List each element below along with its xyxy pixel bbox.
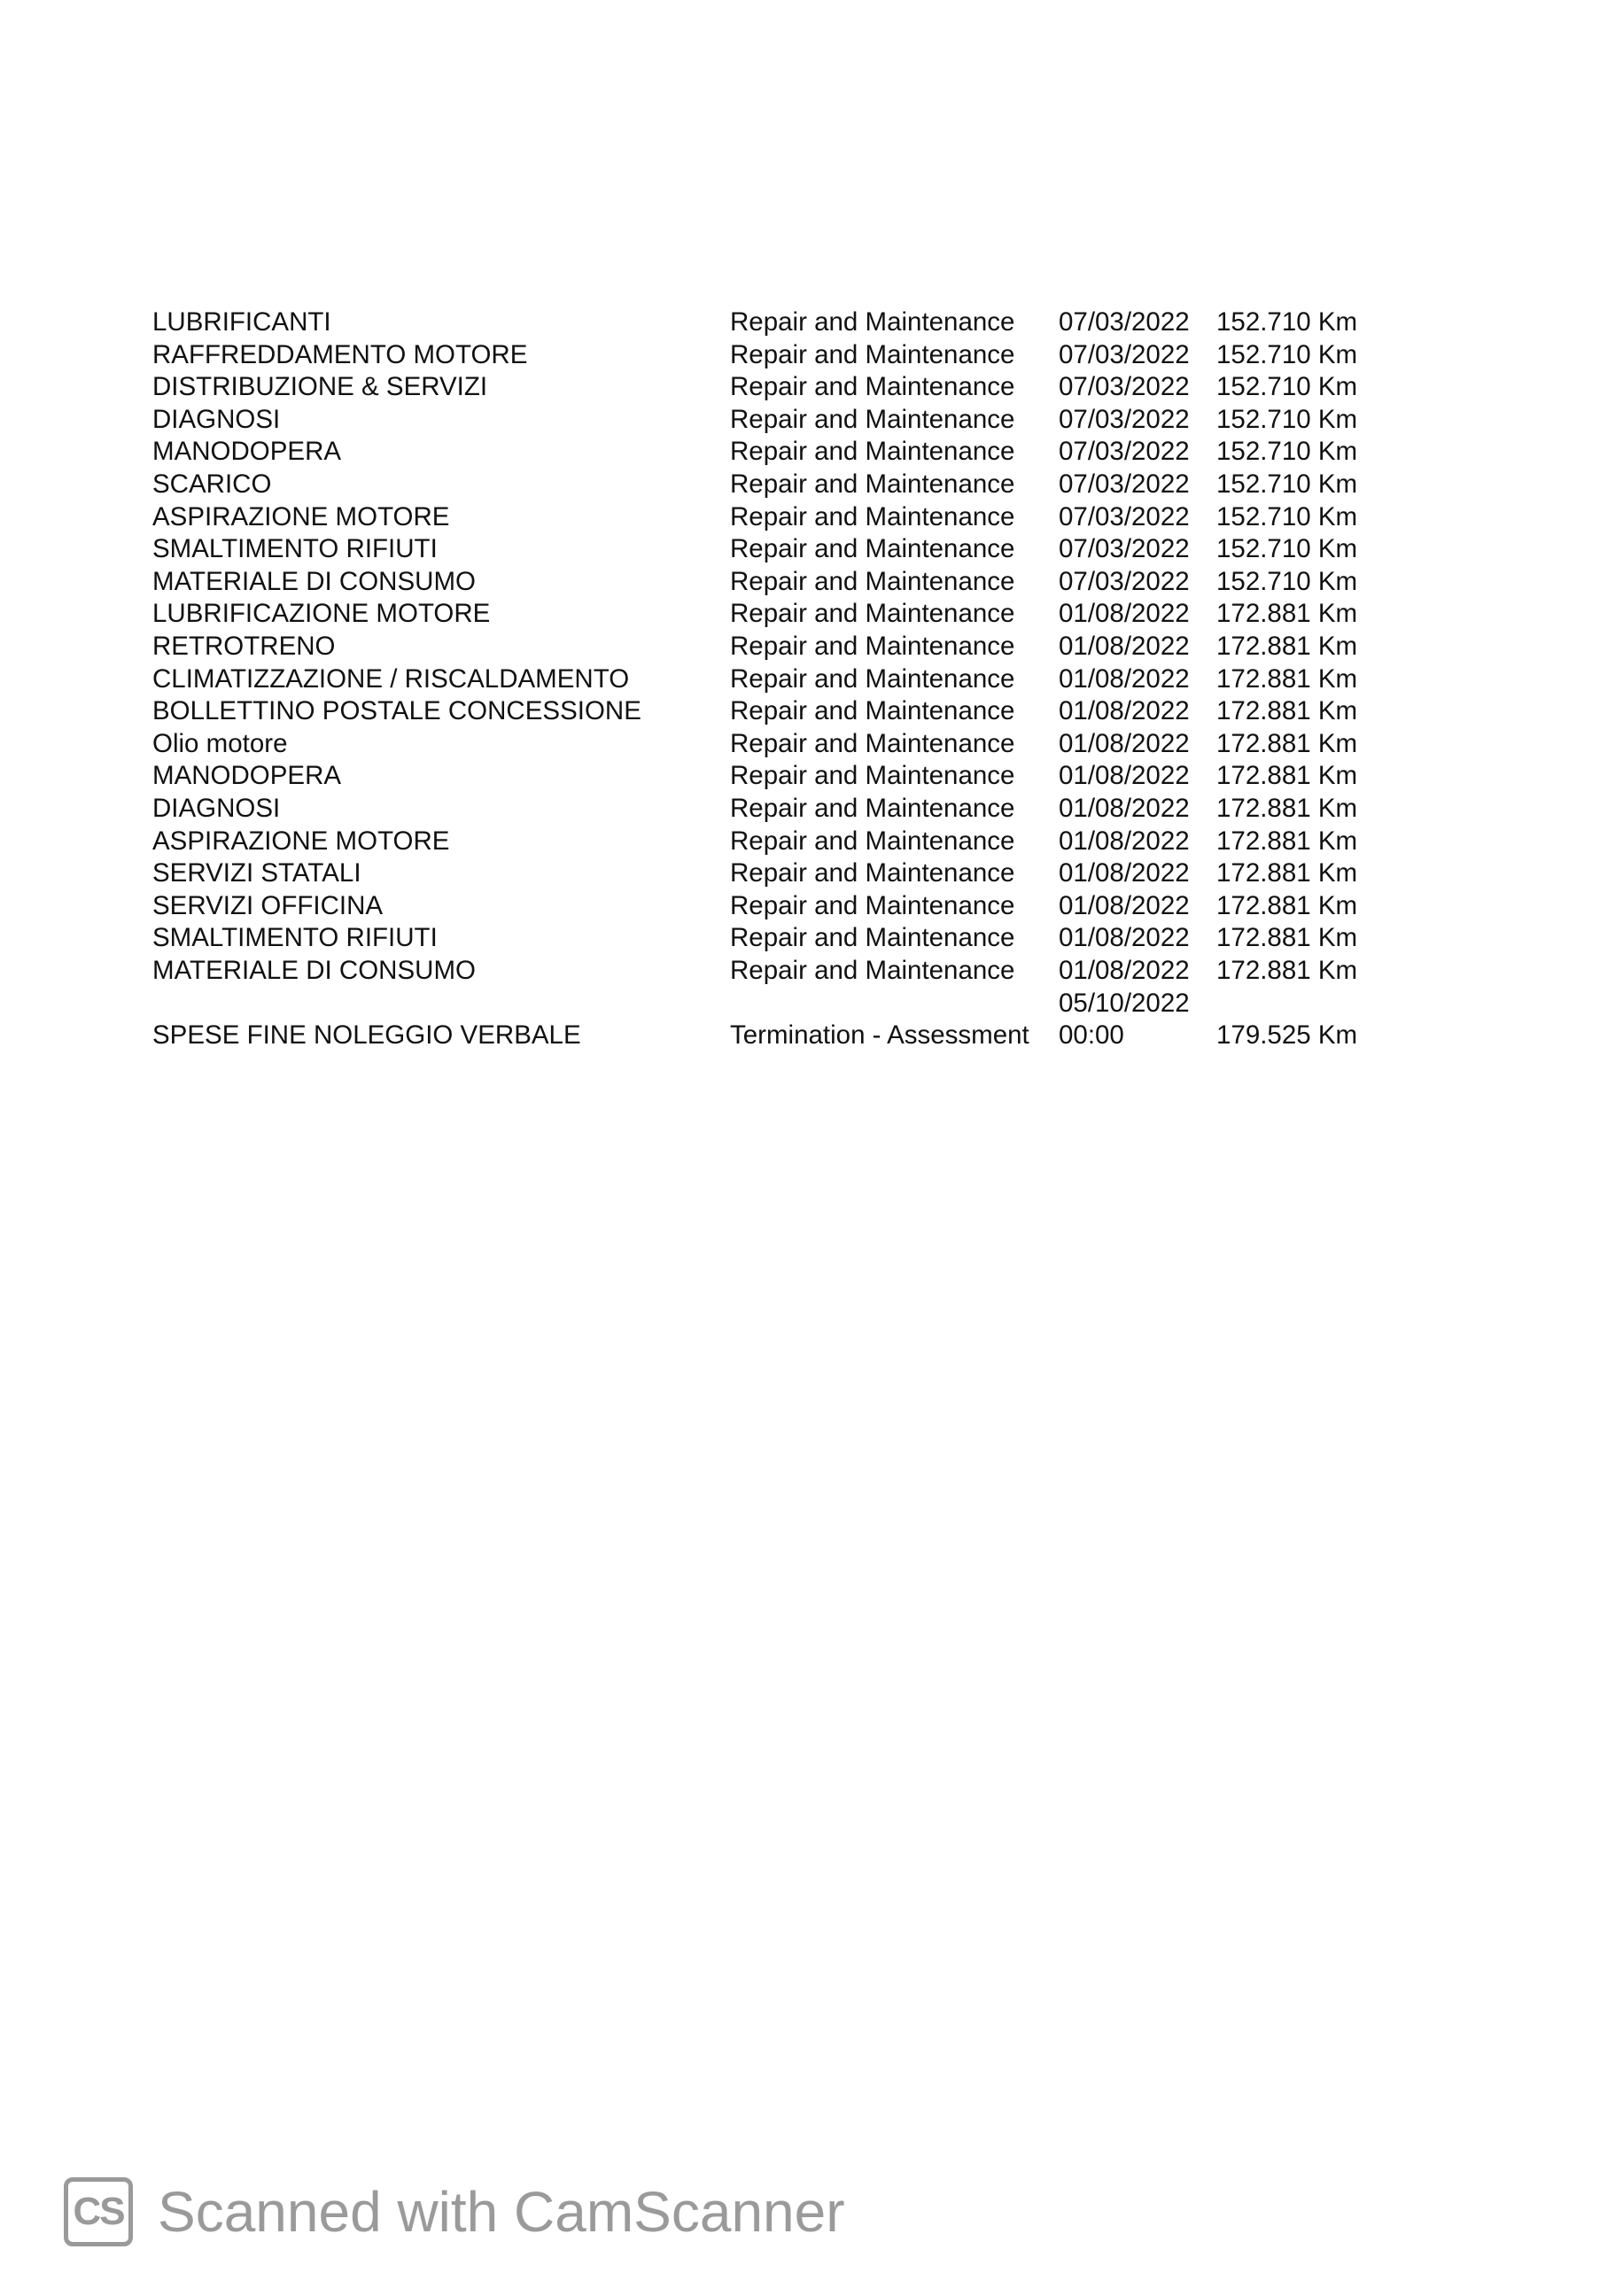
- table-row: [0, 793, 1623, 825]
- row-type: Repair and Maintenance: [730, 307, 1015, 337]
- row-date: 07/03/2022: [1059, 566, 1190, 596]
- row-km: 152.710 Km: [1216, 339, 1358, 369]
- watermark-text: Scanned with CamScanner: [158, 2180, 845, 2244]
- row-type: Repair and Maintenance: [730, 437, 1015, 467]
- row-description: MATERIALE DI CONSUMO: [152, 956, 476, 985]
- table-row: [0, 760, 1623, 792]
- row-type: Repair and Maintenance: [730, 632, 1015, 661]
- table-row-date-line: [0, 988, 1623, 1020]
- row-type: Repair and Maintenance: [730, 858, 1015, 888]
- table-row: [0, 404, 1623, 436]
- table-row: [0, 857, 1623, 889]
- row-description: LUBRIFICAZIONE MOTORE: [152, 599, 491, 629]
- row-km: 152.710 Km: [1216, 372, 1358, 402]
- table-row: [0, 663, 1623, 695]
- row-description: LUBRIFICANTI: [152, 307, 331, 337]
- row-type: Termination - Assessment: [730, 1020, 1029, 1051]
- table-row: [0, 501, 1623, 533]
- table-row: [0, 890, 1623, 922]
- table-row: [0, 533, 1623, 565]
- row-description: MANODOPERA: [152, 761, 342, 791]
- row-description: DISTRIBUZIONE & SERVIZI: [152, 372, 488, 402]
- row-date: 01/08/2022: [1059, 826, 1190, 856]
- row-type: Repair and Maintenance: [730, 728, 1015, 758]
- row-km: 172.881 Km: [1216, 632, 1358, 661]
- row-type: Repair and Maintenance: [730, 339, 1015, 369]
- row-type: Repair and Maintenance: [730, 566, 1015, 596]
- row-km: 172.881 Km: [1216, 663, 1358, 694]
- row-type: Repair and Maintenance: [730, 501, 1015, 531]
- row-description: SERVIZI STATALI: [152, 858, 361, 888]
- row-date: 01/08/2022: [1059, 696, 1190, 726]
- row-date: 07/03/2022: [1059, 437, 1190, 467]
- row-date: 01/08/2022: [1059, 890, 1190, 920]
- row-date: 01/08/2022: [1059, 923, 1190, 953]
- row-type: Repair and Maintenance: [730, 404, 1015, 434]
- table-row: [0, 436, 1623, 468]
- row-km: 172.881 Km: [1216, 923, 1358, 953]
- row-description: CLIMATIZZAZIONE / RISCALDAMENTO: [152, 663, 630, 694]
- row-type: Repair and Maintenance: [730, 761, 1015, 791]
- row-description: ASPIRAZIONE MOTORE: [152, 826, 450, 856]
- row-km: 179.525 Km: [1216, 1020, 1358, 1051]
- table-row: [0, 631, 1623, 663]
- row-date: 01/08/2022: [1059, 599, 1190, 629]
- row-date: 01/08/2022: [1059, 632, 1190, 661]
- row-description: SERVIZI OFFICINA: [152, 890, 384, 920]
- row-type: Repair and Maintenance: [730, 956, 1015, 985]
- row-type: Repair and Maintenance: [730, 923, 1015, 953]
- row-date: 01/08/2022: [1059, 794, 1190, 823]
- row-km: 172.881 Km: [1216, 696, 1358, 726]
- table-row: [0, 371, 1623, 403]
- table-row: [0, 339, 1623, 371]
- row-km: 172.881 Km: [1216, 890, 1358, 920]
- row-type: Repair and Maintenance: [730, 794, 1015, 823]
- row-type: Repair and Maintenance: [730, 696, 1015, 726]
- row-km: 152.710 Km: [1216, 566, 1358, 596]
- row-description: RETROTRENO: [152, 632, 336, 661]
- row-km: 172.881 Km: [1216, 826, 1358, 856]
- row-date: 01/08/2022: [1059, 728, 1190, 758]
- row-date: 01/08/2022: [1059, 663, 1190, 694]
- row-type: Repair and Maintenance: [730, 599, 1015, 629]
- row-type: Repair and Maintenance: [730, 663, 1015, 694]
- row-date: 07/03/2022: [1059, 339, 1190, 369]
- row-date: 07/03/2022: [1059, 307, 1190, 337]
- row-km: 152.710 Km: [1216, 501, 1358, 531]
- table-row: [0, 1020, 1623, 1051]
- row-description: SPESE FINE NOLEGGIO VERBALE: [152, 1020, 581, 1051]
- row-km: 172.881 Km: [1216, 794, 1358, 823]
- row-km: 152.710 Km: [1216, 469, 1358, 499]
- row-km: 152.710 Km: [1216, 534, 1358, 564]
- row-date: 07/03/2022: [1059, 404, 1190, 434]
- row-description: DIAGNOSI: [152, 404, 281, 434]
- row-km: 172.881 Km: [1216, 761, 1358, 791]
- table-row: [0, 695, 1623, 727]
- row-type: Repair and Maintenance: [730, 534, 1015, 564]
- row-date: 07/03/2022: [1059, 469, 1190, 499]
- table-row: [0, 598, 1623, 630]
- row-date: 07/03/2022: [1059, 534, 1190, 564]
- table-row: [0, 469, 1623, 500]
- row-km: 152.710 Km: [1216, 437, 1358, 467]
- row-km: 172.881 Km: [1216, 728, 1358, 758]
- row-date: 07/03/2022: [1059, 501, 1190, 531]
- row-date: 05/10/2022: [1059, 988, 1190, 1018]
- table-row: [0, 922, 1623, 954]
- table-row: [0, 566, 1623, 598]
- row-description: SMALTIMENTO RIFIUTI: [152, 534, 438, 564]
- row-km: 172.881 Km: [1216, 599, 1358, 629]
- camscanner-logo-icon: CS: [64, 2177, 133, 2246]
- row-time: 00:00: [1059, 1020, 1124, 1051]
- row-description: SCARICO: [152, 469, 272, 499]
- row-description: MANODOPERA: [152, 437, 342, 467]
- row-km: 172.881 Km: [1216, 956, 1358, 985]
- row-description: MATERIALE DI CONSUMO: [152, 566, 476, 596]
- table-row: [0, 728, 1623, 760]
- row-date: 01/08/2022: [1059, 858, 1190, 888]
- row-description: SMALTIMENTO RIFIUTI: [152, 923, 438, 953]
- row-km: 152.710 Km: [1216, 404, 1358, 434]
- table-row: [0, 306, 1623, 338]
- row-date: 01/08/2022: [1059, 761, 1190, 791]
- table-row: [0, 826, 1623, 857]
- row-type: Repair and Maintenance: [730, 890, 1015, 920]
- row-description: BOLLETTINO POSTALE CONCESSIONE: [152, 696, 641, 726]
- row-km: 172.881 Km: [1216, 858, 1358, 888]
- row-type: Repair and Maintenance: [730, 469, 1015, 499]
- row-description: Olio motore: [152, 728, 288, 758]
- row-km: 152.710 Km: [1216, 307, 1358, 337]
- camscanner-watermark: [64, 2175, 845, 2249]
- table-row: [0, 955, 1623, 987]
- row-date: 07/03/2022: [1059, 372, 1190, 402]
- row-description: RAFFREDDAMENTO MOTORE: [152, 339, 528, 369]
- row-type: Repair and Maintenance: [730, 372, 1015, 402]
- row-description: ASPIRAZIONE MOTORE: [152, 501, 450, 531]
- row-description: DIAGNOSI: [152, 794, 281, 823]
- row-date: 01/08/2022: [1059, 956, 1190, 985]
- row-type: Repair and Maintenance: [730, 826, 1015, 856]
